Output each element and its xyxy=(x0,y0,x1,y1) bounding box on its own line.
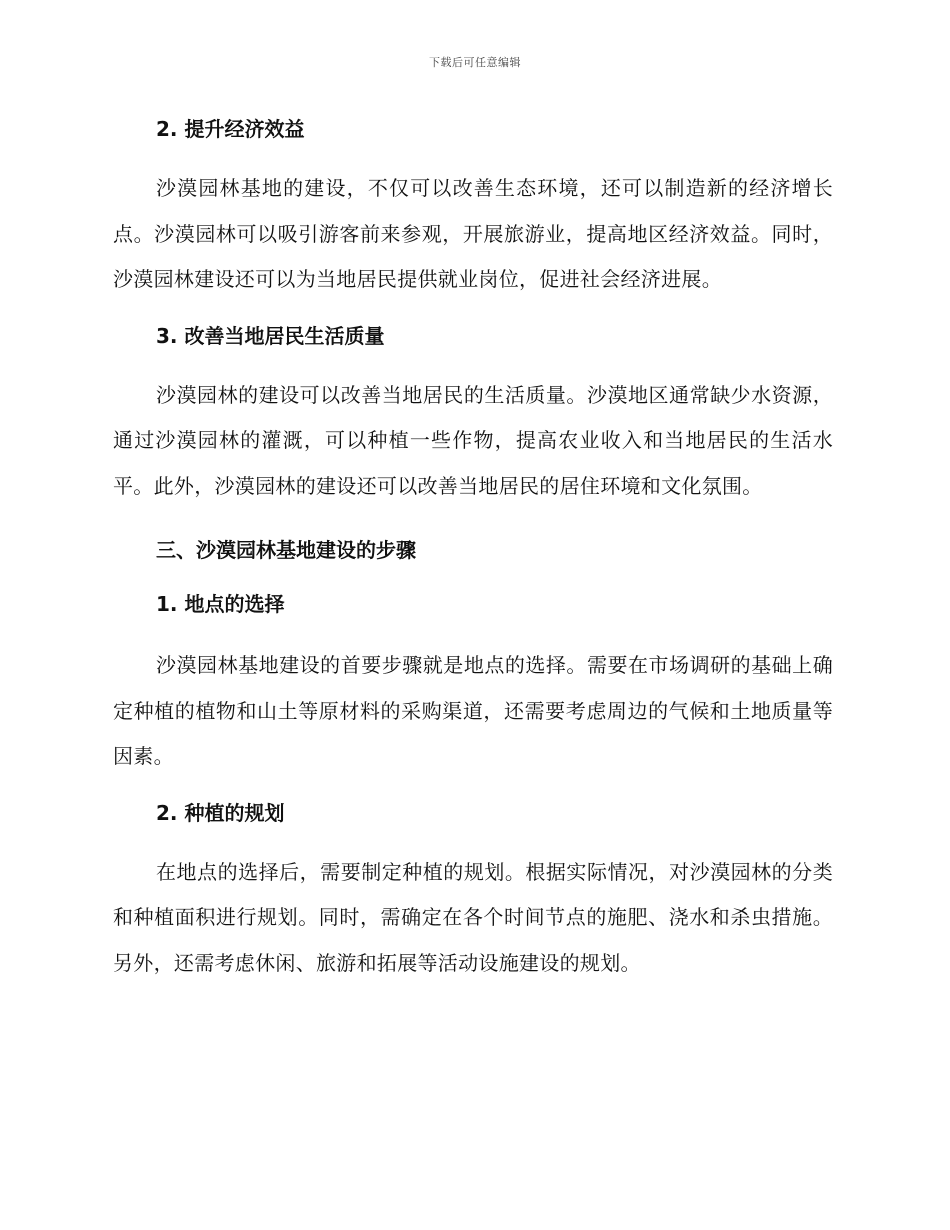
paragraph-site: 沙漠园林基地建设的首要步骤就是地点的选择。需要在市场调研的基础上确定种植的植物和山土等原材料的采购渠道，还需要考虑周边的气候和土地质量等因素。 xyxy=(113,653,833,768)
section-heading-living: 3. 改善当地居民生活质量 xyxy=(156,323,385,348)
paragraph-living: 沙漠园林的建设可以改善当地居民的生活质量。沙漠地区通常缺少水资源，通过沙漠园林的灌溉，可以种植一些作物，提高农业收入和当地居民的生活水平。此外，沙漠园林的建设还可以改善当地居民的居住环境和文化氛围。 xyxy=(113,382,833,498)
header-note: 下载后可任意编辑 xyxy=(429,56,521,69)
paragraph-planning: 在地点的选择后，需要制定种植的规划。根据实际情况，对沙漠园林的分类和种植面积进行规划。同时，需确定在各个时间节点的施肥、浇水和杀虫措施。另外，还需考虑休闲、旅游和拓展等活动设施建设的规划。 xyxy=(113,859,833,975)
section-heading-planning: 2. 种植的规划 xyxy=(156,800,285,825)
document-body xyxy=(113,112,833,986)
section-heading-site: 1. 地点的选择 xyxy=(156,592,285,616)
section-heading-economic: 2. 提升经济效益 xyxy=(156,117,305,141)
chapter-heading-steps: 三、沙漠园林基地建设的步骤 xyxy=(156,538,416,562)
paragraph-economic: 沙漠园林基地的建设，不仅可以改善生态环境，还可以制造新的经济增长点。沙漠园林可以吸引游客前来参观，开展旅游业，提高地区经济效益。同时，沙漠园林建设还可以为当地居民提供就业岗位，促进社会经济进展。 xyxy=(113,176,833,291)
